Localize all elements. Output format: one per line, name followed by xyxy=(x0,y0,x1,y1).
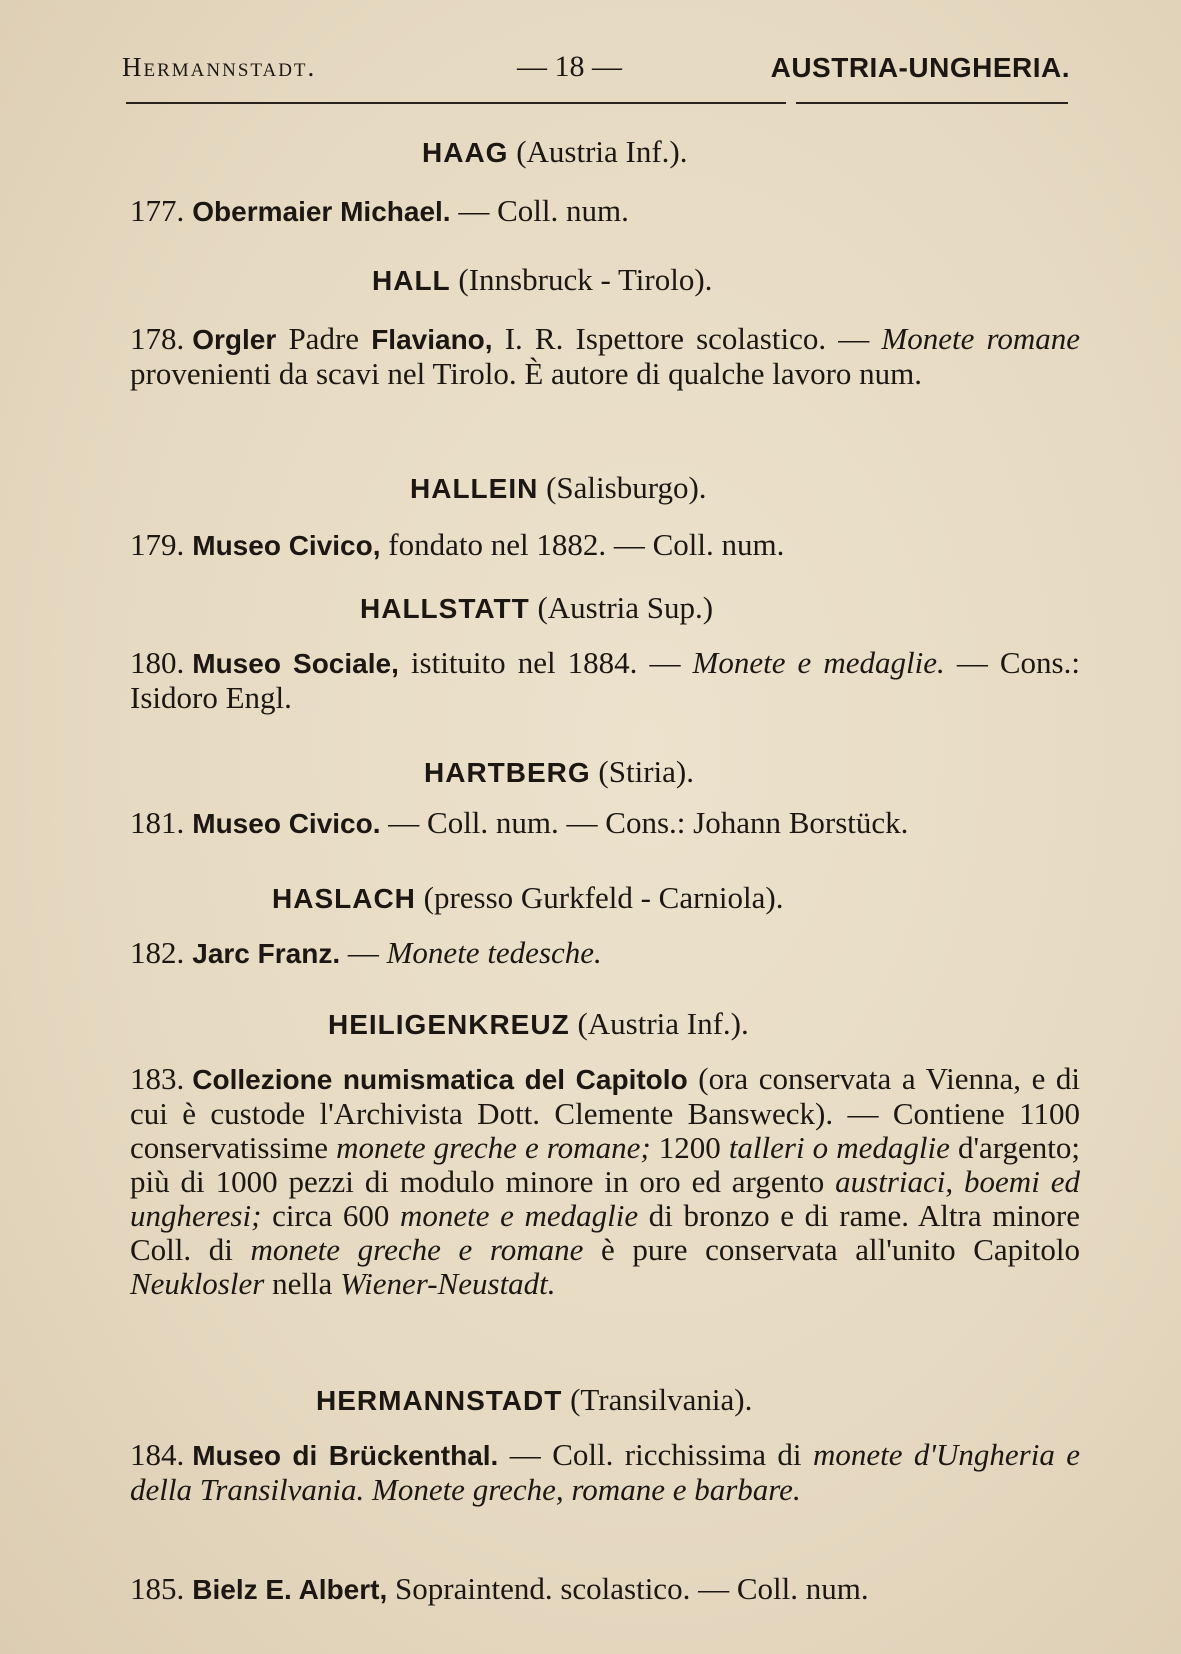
running-head-right: AUSTRIA-UNGHERIA. xyxy=(770,52,1070,83)
entry-178 xyxy=(130,322,1080,391)
place-region: (Transilvania). xyxy=(570,1382,753,1417)
entry-italic-text: monete d'Ungheria e della Transilvania. Monete greche, romane e barbare. xyxy=(130,1437,1081,1507)
entry-name: Jarc Franz. xyxy=(192,938,341,969)
entry-number: 177. xyxy=(130,193,185,228)
entry-number: 178. xyxy=(130,321,185,356)
entry-number: 183. xyxy=(130,1061,185,1096)
entry-number: 181. xyxy=(130,805,185,840)
entry-185 xyxy=(130,1572,1080,1607)
entry-183 xyxy=(130,1062,1080,1301)
entry-text: Sopraintend. scolastico. — Coll. num. xyxy=(395,1571,869,1606)
place-region: (Austria Sup.) xyxy=(537,590,714,625)
entry-text: — Coll. num. xyxy=(458,193,629,228)
entry-177 xyxy=(130,194,1080,229)
place-heading-heiligenkreuz xyxy=(328,1006,749,1042)
entry-italic-text: Wiener-Neustadt. xyxy=(340,1266,556,1301)
entry-text: I. R. Ispettore scolastico. — xyxy=(504,321,870,356)
entry-text: è pure conservata all'unito Capitolo xyxy=(601,1232,1080,1267)
running-head-left: Hermannstadt. xyxy=(122,52,317,82)
entry-text: (ora conservata a Vienna, e di cui è custode l'Archivista Dott. Clemente Bansweck). — Contiene 1100 conservatissime xyxy=(130,1061,1081,1165)
entry-text: fondato nel 1882. — Coll. num. xyxy=(388,527,785,562)
place-heading-hallstatt xyxy=(360,590,713,626)
entry-number: 182. xyxy=(130,935,185,970)
entry-italic-text: talleri o medaglie xyxy=(728,1130,950,1165)
place-region: (Stiria). xyxy=(598,754,694,789)
place-heading-hartberg xyxy=(424,754,694,790)
entry-180 xyxy=(130,646,1080,715)
place-name: HASLACH xyxy=(272,883,416,914)
place-region: (presso Gurkfeld - Carniola). xyxy=(423,880,784,915)
entry-text: Padre xyxy=(288,321,360,356)
entry-179 xyxy=(130,528,1080,563)
place-name: HERMANNSTADT xyxy=(316,1385,563,1416)
place-heading-haag xyxy=(422,134,688,170)
place-name: HEILIGENKREUZ xyxy=(328,1009,570,1040)
place-name: HALLSTATT xyxy=(360,593,530,624)
entry-name: Museo Sociale, xyxy=(192,648,399,679)
entry-number: 184. xyxy=(130,1437,185,1472)
entry-number: 179. xyxy=(130,527,185,562)
entry-name: Collezione numismatica del Capitolo xyxy=(192,1064,688,1095)
entry-name: Museo Civico, xyxy=(192,530,381,561)
place-name: HARTBERG xyxy=(424,757,591,788)
place-heading-hermannstadt xyxy=(316,1382,752,1418)
header-rule-right xyxy=(796,102,1068,104)
entry-181 xyxy=(130,806,1080,841)
entry-italic-text: Monete tedesche. xyxy=(386,935,602,970)
place-name: HALLEIN xyxy=(410,473,539,504)
entry-text: di bronzo e di rame. Altra minore Coll. di xyxy=(130,1198,1081,1267)
header-rule-left xyxy=(126,102,786,104)
entry-text: circa 600 xyxy=(272,1198,390,1233)
entry-182 xyxy=(130,936,1080,971)
place-name: HALL xyxy=(372,265,451,296)
entry-number: 185. xyxy=(130,1571,185,1606)
entry-italic-text: austriaci, boemi ed ungheresi; xyxy=(130,1164,1081,1233)
entry-text: provenienti da scavi nel Tirolo. È autore di qualche lavoro num. xyxy=(130,356,923,391)
entry-italic-text: Monete e medaglie. xyxy=(692,645,945,680)
place-name: HAAG xyxy=(422,137,509,168)
entry-text: — Coll. ricchissima di xyxy=(509,1437,802,1472)
entry-number: 180. xyxy=(130,645,185,680)
entry-italic-text: Neuklosler xyxy=(130,1266,265,1301)
place-region: (Austria Inf.). xyxy=(516,134,688,169)
entry-text: nella xyxy=(272,1266,333,1301)
entry-name: Obermaier Michael. xyxy=(192,196,451,227)
entry-text: — Cons.: Isidoro Engl. xyxy=(130,645,1080,715)
place-heading-haslach xyxy=(272,880,783,916)
entry-name: Museo Civico. xyxy=(192,808,381,839)
entry-italic-text: monete greche e romane; xyxy=(336,1130,651,1165)
entry-184 xyxy=(130,1438,1080,1507)
place-region: (Austria Inf.). xyxy=(577,1006,749,1041)
entry-name: Museo di Brückenthal. xyxy=(192,1440,499,1471)
entry-text: — Coll. num. — Cons.: Johann Borstück. xyxy=(388,805,909,840)
place-heading-hall xyxy=(372,262,712,298)
place-region: (Salisburgo). xyxy=(546,470,707,505)
place-heading-hallein xyxy=(410,470,707,506)
entry-name: Orgler xyxy=(192,324,277,355)
entry-text: istituito nel 1884. — xyxy=(410,645,681,680)
entry-text: d'argento; più di 1000 pezzi di modulo minore in oro ed argento xyxy=(130,1130,1081,1199)
place-region: (Innsbruck - Tirolo). xyxy=(458,262,713,297)
entry-text: 1200 xyxy=(658,1130,721,1165)
entry-italic-text: Monete romane xyxy=(881,321,1081,356)
entry-italic-text: monete greche e romane xyxy=(250,1232,584,1267)
entry-italic-text: monete e medaglie xyxy=(400,1198,639,1233)
entry-name: Bielz E. Albert, xyxy=(192,1574,388,1605)
entry-text: — xyxy=(347,935,379,970)
running-head xyxy=(122,44,1070,94)
page-number: — 18 — xyxy=(517,50,622,83)
entry-name-part: Flaviano, xyxy=(371,324,493,355)
